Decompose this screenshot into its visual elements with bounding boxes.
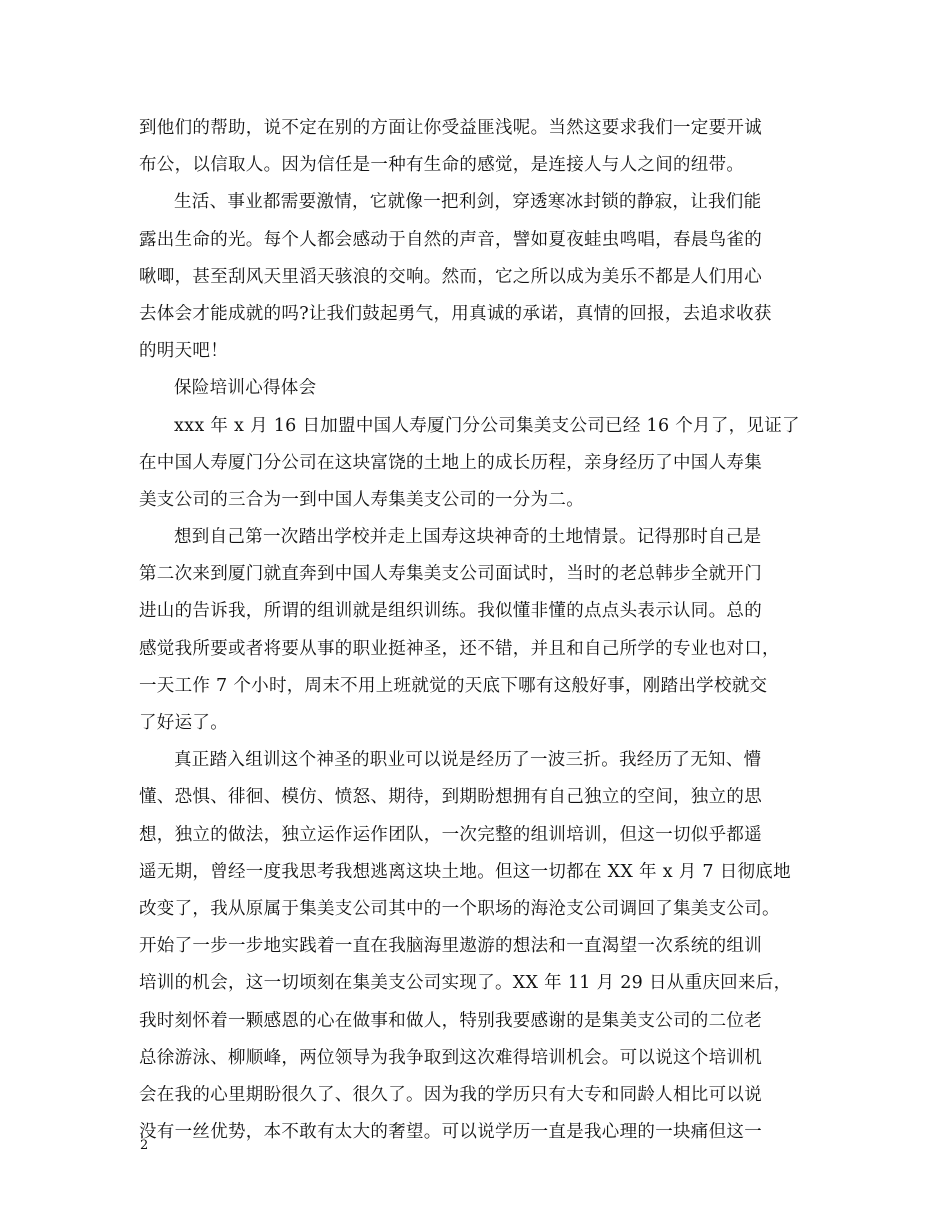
text-line: 了好运了。 — [139, 713, 228, 733]
text-line: 开始了一步一步地实践着一直在我脑海里遨游的想法和一直渴望一次系统的组训 — [139, 936, 762, 957]
text-line: 真正踏入组训这个神圣的职业可以说是经历了一波三折。我经历了无知、懵 — [174, 750, 762, 771]
text-line: 保险培训心得体会 — [174, 378, 317, 399]
text-line: xxx 年 x 月 16 日加盟中国人寿厦门分公司集美支公司已经 16 个月了，见证了 — [174, 415, 800, 436]
text-line: 露出生命的光。每个人都会感动于自然的声音，譬如夏夜蛙虫鸣唱，春晨鸟雀的 — [139, 229, 762, 250]
text-line: 在中国人寿厦门分公司在这块富饶的土地上的成长历程，亲身经历了中国人寿集 — [139, 452, 762, 473]
text-line: 啾唧，甚至刮风天里滔天骇浪的交响。然而，它之所以成为美乐不都是人们用心 — [139, 266, 762, 287]
text-line: 遥无期，曾经一度我思考我想逃离这块土地。但这一切都在 XX 年 x 月 7 日彻底地 — [139, 861, 791, 882]
text-line: 想到自己第一次踏出学校并走上国寿这块神奇的土地情景。记得那时自己是 — [174, 527, 762, 548]
text-line: 培训的机会，这一切顷刻在集美支公司实现了。XX 年 11 月 29 日从重庆回来后， — [139, 973, 792, 994]
text-line: 我时刻怀着一颗感恩的心在做事和做人，特别我要感谢的是集美支公司的二位老 — [139, 1010, 762, 1031]
text-line: 到他们的帮助，说不定在别的方面让你受益匪浅呢。当然这要求我们一定要开诚 — [139, 118, 762, 138]
text-line: 想，独立的做法，独立运作运作团队，一次完整的组训培训，但这一切似乎都遥 — [139, 824, 762, 845]
text-line: 没有一丝优势，本不敢有太大的奢望。可以说学历一直是我心理的一块痛但这一 — [139, 1122, 762, 1143]
text-line: 会在我的心里期盼很久了、很久了。因为我的学历只有大专和同龄人相比可以说 — [139, 1084, 762, 1105]
text-line: 第二次来到厦门就直奔到中国人寿集美支公司面试时，当时的老总韩步全就开门 — [139, 564, 762, 585]
text-line: 的明天吧！ — [139, 341, 228, 362]
text-line: 美支公司的三合为一到中国人寿集美支公司的一分为二。 — [139, 489, 584, 510]
text-line: 感觉我所要或者将要从事的职业挺神圣，还不错，并且和自己所学的专业也对口， — [139, 638, 780, 659]
text-line: 生活、事业都需要激情，它就像一把利剑，穿透寒冰封锁的静寂，让我们能 — [174, 192, 762, 213]
document-body — [139, 110, 824, 1151]
text-line: 懂、恐惧、徘徊、模仿、愤怒、期待，到期盼想拥有自己独立的空间，独立的思 — [139, 787, 762, 808]
text-line: 总徐游泳、柳顺峰，两位领导为我争取到这次难得培训机会。可以说这个培训机 — [139, 1047, 762, 1068]
text-line: 布公，以信取人。因为信任是一种有生命的感觉，是连接人与人之间的纽带。 — [139, 155, 745, 176]
text-line: 去体会才能成就的吗?让我们鼓起勇气，用真诚的承诺，真情的回报，去追求收获 — [139, 303, 772, 324]
text-line: 进山的告诉我，所谓的组训就是组织训练。我似懂非懂的点点头表示认同。总的 — [139, 601, 762, 622]
text-line: 一天工作 7 个小时，周末不用上班就觉的天底下哪有这般好事，刚踏出学校就交 — [139, 675, 768, 696]
page-number: 2 — [140, 1138, 149, 1153]
text-line: 改变了，我从原属于集美支公司其中的一个职场的海沧支公司调回了集美支公司。 — [139, 898, 780, 919]
